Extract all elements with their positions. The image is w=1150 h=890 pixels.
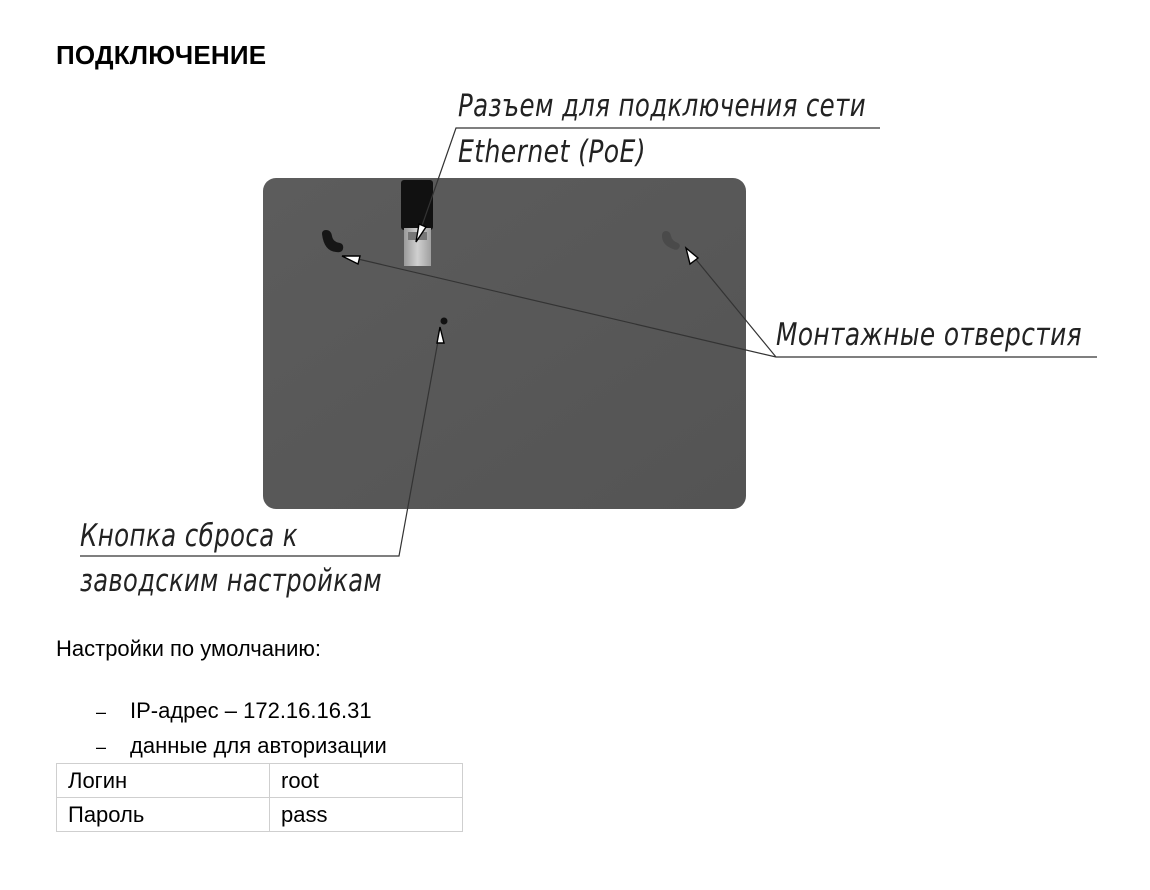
- label-ethernet-line2: Ethernet (PoE): [458, 134, 646, 170]
- defaults-list: [96, 698, 387, 768]
- reset-button-dot: [441, 318, 448, 325]
- page-heading: ПОДКЛЮЧЕНИЕ: [56, 40, 267, 70]
- list-item-text: данные для авторизации: [130, 733, 387, 758]
- device-body: [263, 178, 746, 509]
- table-cell-value: root: [270, 764, 463, 798]
- table-row: [57, 798, 463, 832]
- list-dash: –: [96, 737, 107, 757]
- list-item: [96, 698, 387, 733]
- table-cell-key: Логин: [57, 764, 270, 798]
- list-item-text: IP-адрес – 172.16.16.31: [130, 698, 372, 723]
- label-ethernet-line1: Разъем для подключения сети: [458, 88, 866, 124]
- ethernet-connector: [401, 180, 433, 266]
- table-cell-value: pass: [270, 798, 463, 832]
- label-mounting: Монтажные отверстия: [776, 317, 1082, 353]
- table-cell-key: Пароль: [57, 798, 270, 832]
- list-dash: –: [96, 702, 107, 722]
- auth-table: [56, 763, 463, 832]
- label-reset-line2: заводским настройкам: [80, 563, 382, 599]
- label-reset-line1: Кнопка сброса к: [80, 518, 298, 554]
- defaults-intro: Настройки по умолчанию:: [56, 636, 321, 661]
- table-row: [57, 764, 463, 798]
